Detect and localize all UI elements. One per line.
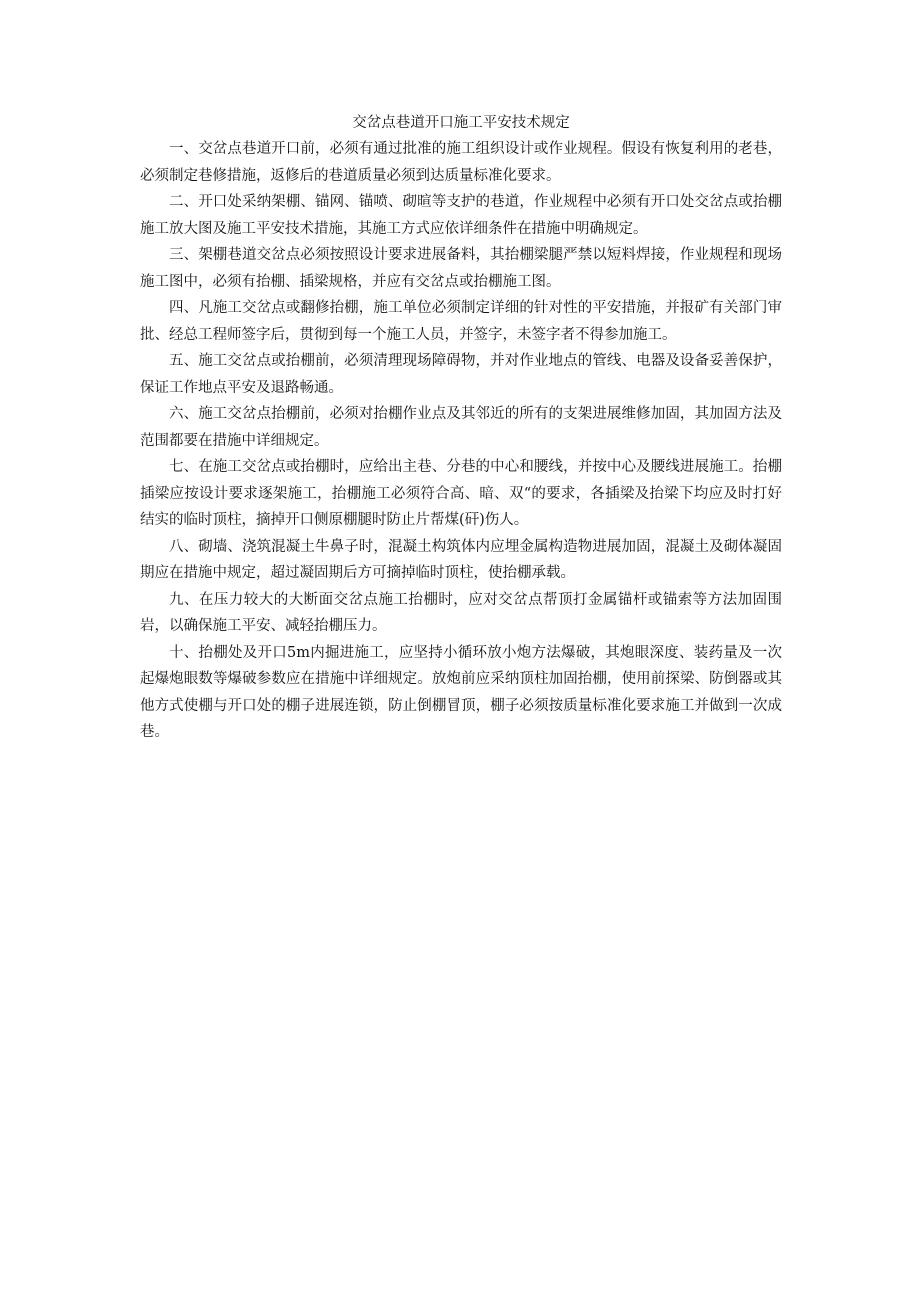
paragraph-10: 十、抬棚处及开口5m内掘进施工，应坚持小循环放小炮方法爆破，其炮眼深度、装药量及一次起爆炮眼数等爆破参数应在措施中详细规定。放炮前应采纳顶柱加固抬棚，使用前探梁、防倒器或其他方式使棚与开口处的棚子进展连锁，防止倒棚冒顶，棚子必须按质量标准化要求施工并做到一次成巷。 (140, 644, 782, 740)
paragraph-4: 四、凡施工交岔点或翻修抬棚，施工单位必须制定详细的针对性的平安措施，并报矿有关部门审批、经总工程师签字后，贯彻到每一个施工人员，并签字，未签字者不得参加施工。 (140, 300, 782, 343)
paragraph-3: 三、架棚巷道交岔点必须按照设计要求进展备料，其抬棚梁腿严禁以短料焊接，作业规程和现场施工图中，必须有抬棚、插梁规格，并应有交岔点或抬棚施工图。 (140, 247, 782, 290)
paragraph-9: 九、在压力较大的大断面交岔点施工抬棚时，应对交岔点帮顶打金属锚杆或锚索等方法加固围岩，以确保施工平安、减轻抬棚压力。 (140, 591, 782, 634)
paragraph-1: 一、交岔点巷道开口前，必须有通过批准的施工组织设计或作业规程。假设有恢复利用的老巷，必须制定巷修措施，返修后的巷道质量必须到达质量标准化要求。 (140, 141, 782, 184)
paragraph-6: 六、施工交岔点抬棚前，必须对抬棚作业点及其邻近的所有的支架进展维修加固，其加固方法及范围都要在措施中详细规定。 (140, 406, 782, 449)
paragraph-5: 五、施工交岔点或抬棚前，必须清理现场障碍物，并对作业地点的管线、电器及设备妥善保护，保证工作地点平安及退路畅通。 (140, 353, 782, 396)
document-title: 交岔点巷道开口施工平安技术规定 (352, 115, 570, 131)
paragraph-8: 八、砌墙、浇筑混凝土牛鼻子时，混凝土构筑体内应埋金属构造物进展加固，混凝土及砌体凝固期应在措施中规定，超过凝固期后方可摘掉临时顶柱，使抬棚承载。 (140, 538, 782, 581)
document-body (140, 110, 782, 746)
paragraph-2: 二、开口处采纳架棚、锚网、锚喷、砌暄等支护的巷道，作业规程中必须有开口处交岔点或抬棚施工放大图及施工平安技术措施，其施工方式应依详细条件在措施中明确规定。 (140, 194, 782, 237)
paragraph-7: 七、在施工交岔点或抬棚时，应给出主巷、分巷的中心和腰线，并按中心及腰线进展施工。抬棚插梁应按设计要求逐架施工，抬棚施工必须符合高、暗、双“的要求，各插梁及抬梁下均应及时打好结实的临时顶柱，摘掉开口侧原棚腿时防止片帮煤(矸)伤人。 (140, 459, 782, 528)
